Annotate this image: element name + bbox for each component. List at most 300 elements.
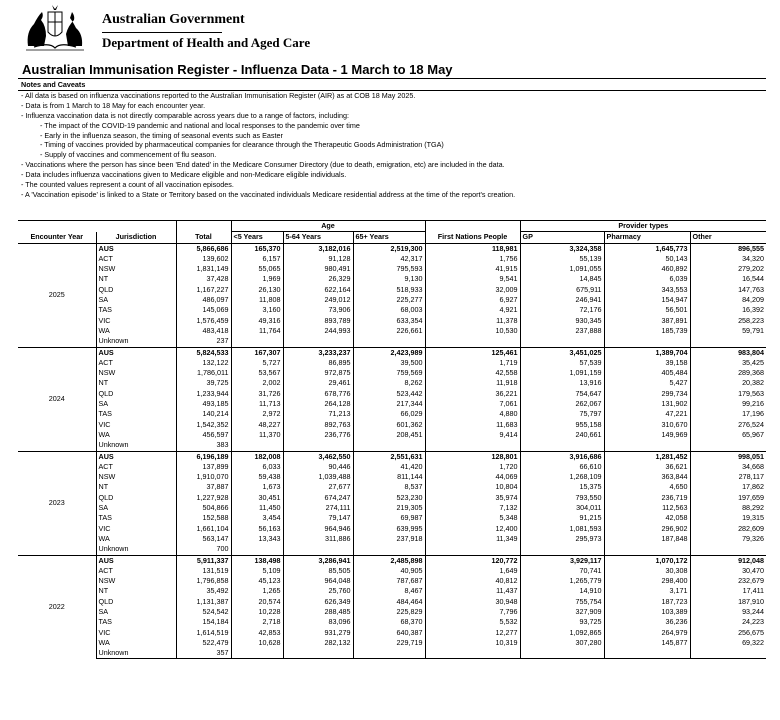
value-cell: 12,277: [425, 628, 520, 638]
value-cell: 795,593: [353, 264, 425, 274]
jurisdiction-cell: TAS: [96, 305, 176, 315]
value-cell: 4,921: [425, 305, 520, 315]
table-row: [18, 378, 766, 388]
value-cell: 19,315: [690, 513, 766, 523]
value-cell: 47,221: [604, 409, 690, 419]
value-cell: 307,280: [520, 638, 604, 648]
value-cell: 486,097: [176, 295, 231, 305]
value-cell: 71,213: [283, 409, 353, 419]
value-cell: 2,718: [231, 617, 283, 627]
value-cell: 39,500: [353, 358, 425, 368]
value-cell: 30,308: [604, 566, 690, 576]
table-row: [18, 399, 766, 409]
value-cell: 31,726: [231, 389, 283, 399]
value-cell: 86,895: [283, 358, 353, 368]
jurisdiction-cell: SA: [96, 399, 176, 409]
value-cell: 11,378: [425, 316, 520, 326]
page-title: Australian Immunisation Register - Influenza Data - 1 March to 18 May: [22, 62, 453, 77]
value-cell: 56,163: [231, 524, 283, 534]
value-cell: 240,661: [520, 430, 604, 440]
table-row: [18, 254, 766, 264]
value-cell: 29,461: [283, 378, 353, 388]
value-cell: 132,122: [176, 358, 231, 368]
value-cell: 93,244: [690, 607, 766, 617]
value-cell: 6,033: [231, 462, 283, 472]
value-cell: 972,875: [283, 368, 353, 378]
value-cell: 483,418: [176, 326, 231, 336]
value-cell: 1,673: [231, 482, 283, 492]
value-cell: [690, 336, 766, 347]
value-cell: 5,824,533: [176, 347, 231, 358]
jurisdiction-cell: NT: [96, 378, 176, 388]
value-cell: 165,370: [231, 243, 283, 254]
value-cell: 1,268,109: [520, 472, 604, 482]
note-line: - Data is from 1 March to 18 May for each encounter year.: [21, 100, 206, 110]
col-under-5: <5 Years: [231, 232, 283, 243]
value-cell: 44,069: [425, 472, 520, 482]
value-cell: 11,808: [231, 295, 283, 305]
value-cell: 226,661: [353, 326, 425, 336]
value-cell: 149,969: [604, 430, 690, 440]
value-cell: 678,776: [283, 389, 353, 399]
table-row: [18, 524, 766, 534]
value-cell: 25,760: [283, 586, 353, 596]
value-cell: 68,370: [353, 617, 425, 627]
jurisdiction-cell: NSW: [96, 368, 176, 378]
value-cell: 3,929,117: [520, 555, 604, 566]
value-cell: 229,719: [353, 638, 425, 648]
provider-group-header: Provider types: [520, 221, 766, 232]
value-cell: 1,645,773: [604, 243, 690, 254]
value-cell: 35,492: [176, 586, 231, 596]
value-cell: 13,343: [231, 534, 283, 544]
jurisdiction-cell: NSW: [96, 576, 176, 586]
value-cell: 1,910,070: [176, 472, 231, 482]
value-cell: 11,713: [231, 399, 283, 409]
value-cell: 91,215: [520, 513, 604, 523]
jurisdiction-cell: Unknown: [96, 440, 176, 451]
value-cell: 639,995: [353, 524, 425, 534]
value-cell: 128,801: [425, 451, 520, 462]
value-cell: 626,349: [283, 597, 353, 607]
value-cell: 405,484: [604, 368, 690, 378]
value-cell: 16,392: [690, 305, 766, 315]
table-row: [18, 534, 766, 544]
value-cell: 208,451: [353, 430, 425, 440]
value-cell: 140,214: [176, 409, 231, 419]
value-cell: [231, 648, 283, 659]
value-cell: [231, 440, 283, 451]
value-cell: 1,576,459: [176, 316, 231, 326]
jurisdiction-cell: VIC: [96, 420, 176, 430]
value-cell: 69,987: [353, 513, 425, 523]
value-cell: 15,375: [520, 482, 604, 492]
value-cell: 998,051: [690, 451, 766, 462]
value-cell: 10,804: [425, 482, 520, 492]
value-cell: 274,111: [283, 503, 353, 513]
value-cell: 11,450: [231, 503, 283, 513]
value-cell: 493,185: [176, 399, 231, 409]
value-cell: 154,184: [176, 617, 231, 627]
value-cell: 75,797: [520, 409, 604, 419]
value-cell: 1,265,779: [520, 576, 604, 586]
value-cell: 912,048: [690, 555, 766, 566]
value-cell: 1,796,858: [176, 576, 231, 586]
value-cell: 675,911: [520, 285, 604, 295]
value-cell: 26,329: [283, 274, 353, 284]
note-line: - Influenza vaccination data is not directly comparable across years due to a range of factors, including:: [21, 110, 350, 120]
table-row: [18, 420, 766, 430]
table-row: [18, 462, 766, 472]
value-cell: 523,230: [353, 493, 425, 503]
value-cell: 2,972: [231, 409, 283, 419]
value-cell: 246,941: [520, 295, 604, 305]
value-cell: 57,539: [520, 358, 604, 368]
value-cell: 964,048: [283, 576, 353, 586]
value-cell: 219,305: [353, 503, 425, 513]
value-cell: 298,400: [604, 576, 690, 586]
jurisdiction-cell: ACT: [96, 462, 176, 472]
value-cell: 30,948: [425, 597, 520, 607]
col-pharmacy: Pharmacy: [604, 232, 690, 243]
jurisdiction-cell: SA: [96, 295, 176, 305]
value-cell: 3,454: [231, 513, 283, 523]
value-cell: 55,065: [231, 264, 283, 274]
table-row: [18, 607, 766, 617]
value-cell: 1,969: [231, 274, 283, 284]
note-line: - All data is based on influenza vaccinations reported to the Australian Immunisation Register (AIR) as at COB 18 May 2025.: [21, 90, 416, 100]
value-cell: 187,723: [604, 597, 690, 607]
value-cell: 125,461: [425, 347, 520, 358]
value-cell: 5,109: [231, 566, 283, 576]
jurisdiction-cell: QLD: [96, 493, 176, 503]
value-cell: 282,609: [690, 524, 766, 534]
value-cell: 258,223: [690, 316, 766, 326]
value-cell: 112,563: [604, 503, 690, 513]
value-cell: [520, 336, 604, 347]
table-row: [18, 586, 766, 596]
value-cell: 264,979: [604, 628, 690, 638]
value-cell: 41,915: [425, 264, 520, 274]
table-row: [18, 628, 766, 638]
value-cell: 187,848: [604, 534, 690, 544]
value-cell: 4,880: [425, 409, 520, 419]
jurisdiction-cell: ACT: [96, 358, 176, 368]
value-cell: 983,804: [690, 347, 766, 358]
value-cell: 296,902: [604, 524, 690, 534]
value-cell: [283, 544, 353, 555]
value-cell: 167,307: [231, 347, 283, 358]
value-cell: 118,981: [425, 243, 520, 254]
value-cell: 138,498: [231, 555, 283, 566]
value-cell: 2,551,631: [353, 451, 425, 462]
value-cell: 383: [176, 440, 231, 451]
table-row: [18, 305, 766, 315]
col-65-plus: 65+ Years: [353, 232, 425, 243]
value-cell: 892,763: [283, 420, 353, 430]
value-cell: 66,029: [353, 409, 425, 419]
value-cell: [604, 648, 690, 659]
value-cell: 56,501: [604, 305, 690, 315]
jurisdiction-cell: WA: [96, 534, 176, 544]
value-cell: 1,786,011: [176, 368, 231, 378]
value-cell: 49,316: [231, 316, 283, 326]
notes-heading: Notes and Caveats: [18, 80, 766, 91]
value-cell: 640,387: [353, 628, 425, 638]
value-cell: 754,647: [520, 389, 604, 399]
value-cell: 622,164: [283, 285, 353, 295]
jurisdiction-cell: NT: [96, 482, 176, 492]
table-row: [18, 358, 766, 368]
encounter-year-cell: 2024: [18, 347, 96, 451]
value-cell: 10,628: [231, 638, 283, 648]
col-total: Total: [176, 232, 231, 243]
value-cell: 237: [176, 336, 231, 347]
value-cell: 185,739: [604, 326, 690, 336]
value-cell: 1,614,519: [176, 628, 231, 638]
value-cell: [690, 440, 766, 451]
value-cell: 289,368: [690, 368, 766, 378]
table-row: [18, 264, 766, 274]
header-divider: [102, 32, 222, 33]
value-cell: 66,610: [520, 462, 604, 472]
jurisdiction-cell: Unknown: [96, 336, 176, 347]
jurisdiction-cell: WA: [96, 326, 176, 336]
value-cell: 152,588: [176, 513, 231, 523]
value-cell: [283, 336, 353, 347]
value-cell: [425, 544, 520, 555]
value-cell: 182,008: [231, 451, 283, 462]
value-cell: [283, 648, 353, 659]
table-row: [18, 555, 766, 566]
value-cell: [520, 648, 604, 659]
value-cell: [425, 648, 520, 659]
value-cell: 11,349: [425, 534, 520, 544]
value-cell: 34,668: [690, 462, 766, 472]
value-cell: 68,003: [353, 305, 425, 315]
jurisdiction-cell: ACT: [96, 566, 176, 576]
value-cell: 264,128: [283, 399, 353, 409]
value-cell: 1,167,227: [176, 285, 231, 295]
value-cell: 1,542,352: [176, 420, 231, 430]
value-cell: 5,727: [231, 358, 283, 368]
value-cell: 343,553: [604, 285, 690, 295]
value-cell: 88,292: [690, 503, 766, 513]
encounter-year-cell: 2023: [18, 451, 96, 555]
value-cell: 955,158: [520, 420, 604, 430]
value-cell: 1,831,149: [176, 264, 231, 274]
value-cell: 896,555: [690, 243, 766, 254]
note-line: - Timing of vaccines provided by pharmaceutical companies for clearance through the Therapeutic Goods Administration (TGA): [40, 140, 444, 150]
jurisdiction-cell: Unknown: [96, 648, 176, 659]
value-cell: 14,845: [520, 274, 604, 284]
value-cell: 1,649: [425, 566, 520, 576]
col-gp: GP: [520, 232, 604, 243]
value-cell: 70,741: [520, 566, 604, 576]
value-cell: 1,265: [231, 586, 283, 596]
value-cell: 83,096: [283, 617, 353, 627]
value-cell: 930,345: [520, 316, 604, 326]
value-cell: 1,756: [425, 254, 520, 264]
value-cell: 59,791: [690, 326, 766, 336]
value-cell: 32,009: [425, 285, 520, 295]
value-cell: 1,091,159: [520, 368, 604, 378]
table-row: [18, 347, 766, 358]
jurisdiction-cell: ACT: [96, 254, 176, 264]
value-cell: 5,866,686: [176, 243, 231, 254]
value-cell: [353, 648, 425, 659]
table-row: [18, 316, 766, 326]
value-cell: 755,754: [520, 597, 604, 607]
value-cell: 40,812: [425, 576, 520, 586]
value-cell: 40,905: [353, 566, 425, 576]
value-cell: 1,081,593: [520, 524, 604, 534]
value-cell: 27,677: [283, 482, 353, 492]
value-cell: 3,451,025: [520, 347, 604, 358]
value-cell: 279,202: [690, 264, 766, 274]
value-cell: 4,650: [604, 482, 690, 492]
value-cell: 59,438: [231, 472, 283, 482]
value-cell: 85,505: [283, 566, 353, 576]
value-cell: 288,485: [283, 607, 353, 617]
department-name: Department of Health and Aged Care: [102, 35, 311, 50]
value-cell: 145,877: [604, 638, 690, 648]
value-cell: 387,891: [604, 316, 690, 326]
col-encounter-year: Encounter Year: [18, 232, 96, 243]
value-cell: 48,227: [231, 420, 283, 430]
value-cell: 504,866: [176, 503, 231, 513]
value-cell: 90,446: [283, 462, 353, 472]
value-cell: 10,228: [231, 607, 283, 617]
value-cell: 17,196: [690, 409, 766, 419]
value-cell: 11,918: [425, 378, 520, 388]
value-cell: 299,734: [604, 389, 690, 399]
value-cell: 524,542: [176, 607, 231, 617]
value-cell: 6,927: [425, 295, 520, 305]
jurisdiction-cell: AUS: [96, 347, 176, 358]
value-cell: [353, 336, 425, 347]
value-cell: 17,411: [690, 586, 766, 596]
value-cell: 964,946: [283, 524, 353, 534]
value-cell: 131,519: [176, 566, 231, 576]
value-cell: 304,011: [520, 503, 604, 513]
table-row: [18, 336, 766, 347]
value-cell: [231, 336, 283, 347]
value-cell: 236,719: [604, 493, 690, 503]
value-cell: 73,906: [283, 305, 353, 315]
value-cell: 7,061: [425, 399, 520, 409]
value-cell: 357: [176, 648, 231, 659]
value-cell: 11,683: [425, 420, 520, 430]
jurisdiction-cell: QLD: [96, 597, 176, 607]
jurisdiction-cell: VIC: [96, 628, 176, 638]
value-cell: [520, 440, 604, 451]
table-row: [18, 440, 766, 451]
jurisdiction-cell: NSW: [96, 472, 176, 482]
value-cell: 276,524: [690, 420, 766, 430]
value-cell: 154,947: [604, 295, 690, 305]
value-cell: 1,070,172: [604, 555, 690, 566]
value-cell: [604, 544, 690, 555]
value-cell: 39,158: [604, 358, 690, 368]
value-cell: 79,147: [283, 513, 353, 523]
value-cell: 931,279: [283, 628, 353, 638]
col-first-nations: First Nations People: [425, 232, 520, 243]
value-cell: 30,470: [690, 566, 766, 576]
table-row: [18, 409, 766, 419]
value-cell: 460,892: [604, 264, 690, 274]
value-cell: 72,176: [520, 305, 604, 315]
value-cell: 20,574: [231, 597, 283, 607]
value-cell: 41,420: [353, 462, 425, 472]
value-cell: 456,597: [176, 430, 231, 440]
value-cell: [425, 440, 520, 451]
value-cell: 523,442: [353, 389, 425, 399]
value-cell: [690, 544, 766, 555]
value-cell: 5,427: [604, 378, 690, 388]
col-5-64: 5-64 Years: [283, 232, 353, 243]
table-body: [18, 243, 766, 659]
value-cell: 237,918: [353, 534, 425, 544]
value-cell: 980,491: [283, 264, 353, 274]
table-row: [18, 472, 766, 482]
value-cell: 1,720: [425, 462, 520, 472]
jurisdiction-cell: AUS: [96, 243, 176, 254]
value-cell: 37,887: [176, 482, 231, 492]
value-cell: 3,286,941: [283, 555, 353, 566]
table-row: [18, 566, 766, 576]
value-cell: 1,661,104: [176, 524, 231, 534]
jurisdiction-cell: WA: [96, 430, 176, 440]
value-cell: 518,933: [353, 285, 425, 295]
value-cell: 244,993: [283, 326, 353, 336]
value-cell: 601,362: [353, 420, 425, 430]
value-cell: 237,888: [520, 326, 604, 336]
value-cell: 3,462,550: [283, 451, 353, 462]
value-cell: 17,862: [690, 482, 766, 492]
value-cell: 225,277: [353, 295, 425, 305]
value-cell: 35,974: [425, 493, 520, 503]
value-cell: 793,550: [520, 493, 604, 503]
jurisdiction-cell: SA: [96, 503, 176, 513]
value-cell: [231, 544, 283, 555]
value-cell: 24,223: [690, 617, 766, 627]
value-cell: 14,910: [520, 586, 604, 596]
title-divider: [18, 78, 766, 79]
value-cell: 147,763: [690, 285, 766, 295]
value-cell: 26,130: [231, 285, 283, 295]
value-cell: 5,348: [425, 513, 520, 523]
jurisdiction-cell: TAS: [96, 617, 176, 627]
value-cell: 3,171: [604, 586, 690, 596]
jurisdiction-cell: Unknown: [96, 544, 176, 555]
value-cell: 79,326: [690, 534, 766, 544]
encounter-year-cell: 2022: [18, 555, 96, 659]
value-cell: 8,537: [353, 482, 425, 492]
value-cell: 65,967: [690, 430, 766, 440]
value-cell: 36,221: [425, 389, 520, 399]
value-cell: 36,621: [604, 462, 690, 472]
note-line: - The counted values represent a count of all vaccination episodes.: [21, 180, 234, 190]
table-row: [18, 295, 766, 305]
value-cell: 5,911,337: [176, 555, 231, 566]
value-cell: 42,317: [353, 254, 425, 264]
value-cell: [520, 544, 604, 555]
value-cell: 103,389: [604, 607, 690, 617]
jurisdiction-cell: AUS: [96, 555, 176, 566]
note-line: - A 'Vaccination episode' is linked to a State or Territory based on the vaccinated individuals Medicare residential address at the time of the report's creation.: [21, 189, 516, 199]
table-row: [18, 638, 766, 648]
